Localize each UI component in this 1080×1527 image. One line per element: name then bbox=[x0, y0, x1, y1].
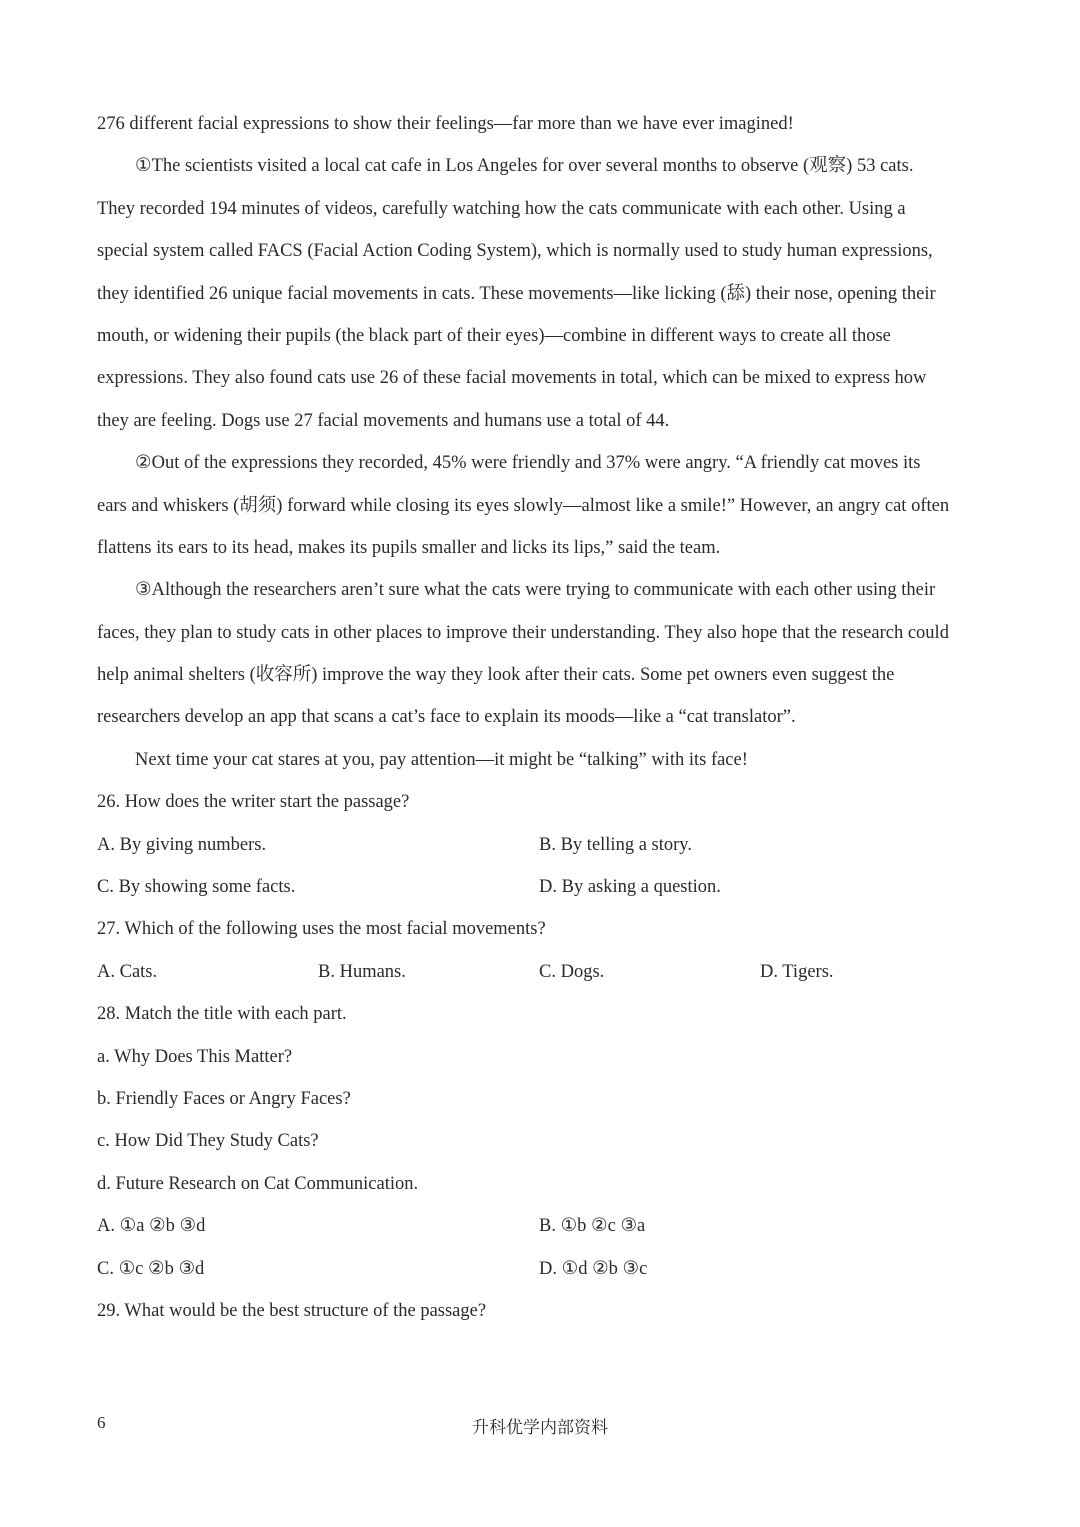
passage-line: ③Although the researchers aren’t sure what the cats were trying to communicate with each other using their bbox=[135, 580, 936, 601]
option-26-d: D. By asking a question. bbox=[539, 877, 721, 898]
passage-line: ①The scientists visited a local cat cafe in Los Angeles for over several months to observe (观察) 53 cats. bbox=[135, 156, 914, 177]
title-option-d: d. Future Research on Cat Communication. bbox=[97, 1173, 419, 1194]
passage-line: mouth, or widening their pupils (the black part of their eyes)—combine in different ways to create all those bbox=[97, 325, 891, 346]
question-26-options-row-2 bbox=[97, 866, 987, 908]
passage-line: help animal shelters (收容所) improve the way they look after their cats. Some pet owners even suggest the bbox=[97, 665, 895, 686]
passage-line: special system called FACS (Facial Action Coding System), which is normally used to study human expressions, bbox=[97, 241, 933, 262]
question-27-options bbox=[97, 951, 987, 993]
title-option-b: b. Friendly Faces or Angry Faces? bbox=[97, 1088, 351, 1109]
passage-line: Next time your cat stares at you, pay attention—it might be “talking” with its face! bbox=[135, 749, 748, 770]
passage-line: they are feeling. Dogs use 27 facial movements and humans use a total of 44. bbox=[97, 410, 670, 431]
option-28-d: D. ①d ②b ③c bbox=[539, 1258, 648, 1279]
passage-line: ears and whiskers (胡须) forward while closing its eyes slowly—almost like a smile!” However, an angry cat often bbox=[97, 495, 950, 516]
passage-line: They recorded 194 minutes of videos, carefully watching how the cats communicate with each other. Using a bbox=[97, 198, 906, 219]
option-26-b: B. By telling a story. bbox=[539, 834, 692, 855]
passage-line: expressions. They also found cats use 26 of these facial movements in total, which can be mixed to express how bbox=[97, 368, 927, 389]
option-27-a: A. Cats. bbox=[97, 961, 158, 982]
question-stem-28: 28. Match the title with each part. bbox=[97, 1004, 347, 1025]
option-27-d: D. Tigers. bbox=[760, 961, 834, 982]
question-28-options-row-1 bbox=[97, 1205, 987, 1247]
passage-line: they identified 26 unique facial movements in cats. These movements—like licking (舔) their nose, opening their bbox=[97, 283, 936, 304]
option-27-c: C. Dogs. bbox=[539, 961, 605, 982]
passage-line: researchers develop an app that scans a cat’s face to explain its moods—like a “cat translator”. bbox=[97, 707, 796, 728]
option-28-b: B. ①b ②c ③a bbox=[539, 1216, 646, 1237]
question-26-options-row-1 bbox=[97, 824, 987, 866]
passage-line: ②Out of the expressions they recorded, 45% were friendly and 37% were angry. “A friendly cat moves its bbox=[135, 453, 921, 474]
option-26-c: C. By showing some facts. bbox=[97, 877, 296, 898]
footer-text: 升科优学内部资料 bbox=[472, 1418, 608, 1437]
passage-line: faces, they plan to study cats in other places to improve their understanding. They also hope that the research could bbox=[97, 622, 949, 643]
passage-line: flattens its ears to its head, makes its pupils smaller and licks its lips,” said the team. bbox=[97, 537, 721, 558]
option-26-a: A. By giving numbers. bbox=[97, 834, 267, 855]
title-option-c: c. How Did They Study Cats? bbox=[97, 1131, 319, 1152]
option-28-c: C. ①c ②b ③d bbox=[97, 1258, 205, 1279]
option-28-a: A. ①a ②b ③d bbox=[97, 1216, 206, 1237]
passage-line: 276 different facial expressions to show their feelings—far more than we have ever imagined! bbox=[97, 114, 794, 134]
question-stem-27: 27. Which of the following uses the most facial movements? bbox=[97, 919, 546, 940]
page-content bbox=[97, 103, 987, 1332]
page-number: 6 bbox=[97, 1413, 106, 1432]
question-stem-29: 29. What would be the best structure of the passage? bbox=[97, 1300, 487, 1321]
question-28-options-row-2 bbox=[97, 1248, 987, 1290]
option-27-b: B. Humans. bbox=[318, 961, 406, 982]
title-option-a: a. Why Does This Matter? bbox=[97, 1046, 293, 1067]
question-stem-26: 26. How does the writer start the passage? bbox=[97, 792, 410, 813]
